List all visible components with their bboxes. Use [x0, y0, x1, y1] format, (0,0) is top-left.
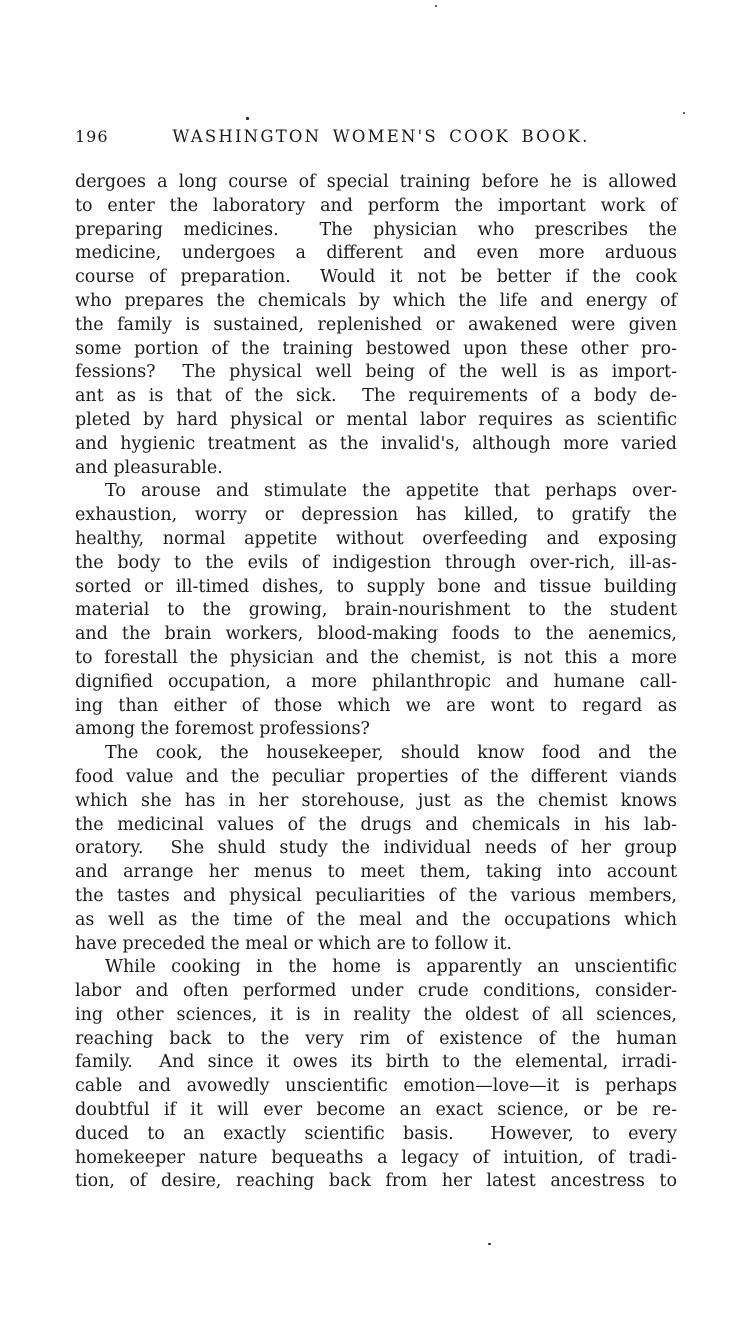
text-line: the body to the evils of indigestion through over-rich, ill-as-	[75, 552, 677, 573]
text-line: To arouse and stimulate the appetite that perhaps over-	[105, 481, 677, 502]
scan-speck	[683, 112, 685, 114]
text-line: pleted by hard physical or mental labor requires as scientific	[75, 409, 677, 430]
text-line: labor and often performed under crude conditions, consider-	[75, 981, 677, 1002]
text-line: sorted or ill-timed dishes, to supply bone and tissue building	[75, 576, 677, 597]
text-line: duced to an exactly scientific basis. However, to every	[75, 1123, 677, 1144]
text-line: tion, of desire, reaching back from her latest ancestress to	[75, 1171, 677, 1192]
text-line: ing than either of those which we are wont to regard as	[75, 695, 677, 716]
text-line: exhaustion, worry or depression has killed, to gratify the	[75, 505, 677, 526]
text-line: and pleasurable.	[75, 457, 223, 478]
text-line: medicine, undergoes a different and even more arduous	[75, 243, 677, 264]
text-line: ing other sciences, it is in reality the oldest of all sciences,	[75, 1004, 677, 1025]
text-line: While cooking in the home is apparently an unscientific	[105, 957, 677, 978]
text-line: to forestall the physician and the chemist, is not this a more	[75, 647, 677, 668]
text-line: cable and avowedly unscientific emotion—love—it is perhaps	[75, 1076, 677, 1097]
page-number: 196	[75, 127, 109, 146]
text-line: food value and the peculiar properties of the different viands	[75, 766, 677, 787]
scan-speck	[488, 1243, 491, 1245]
text-line: homekeeper nature bequeaths a legacy of intuition, of tradi-	[75, 1147, 677, 1168]
text-line: who prepares the chemicals by which the life and energy of	[75, 290, 677, 311]
text-line: and the brain workers, blood-making foods to the aenemics,	[75, 624, 677, 645]
scan-speck	[246, 117, 249, 120]
text-line: course of preparation. Would it not be better if the cook	[75, 267, 677, 288]
text-line: dignified occupation, a more philanthropic and humane call-	[75, 671, 677, 692]
text-line: which she has in her storehouse, just as the chemist knows	[75, 790, 677, 811]
text-line: preparing medicines. The physician who prescribes the	[75, 219, 677, 240]
text-line: ant as is that of the sick. The requirements of a body de-	[75, 386, 677, 407]
text-line: have preceded the meal or which are to follow it.	[75, 933, 512, 954]
text-line: reaching back to the very rim of existence of the human	[75, 1028, 677, 1049]
text-line: fessions? The physical well being of the well is as import-	[75, 362, 677, 383]
text-line: the tastes and physical peculiarities of the various members,	[75, 885, 677, 906]
text-line: material to the growing, brain-nourishment to the student	[75, 600, 677, 621]
text-line: oratory. She shuld study the individual needs of her group	[75, 838, 677, 859]
text-line: family. And since it owes its birth to the elemental, irradi-	[75, 1052, 677, 1073]
text-line: healthy, normal appetite without overfeeding and exposing	[75, 528, 677, 549]
text-line: to enter the laboratory and perform the important work of	[75, 195, 677, 216]
page-header	[75, 127, 677, 146]
text-line: The cook, the housekeeper, should know food and the	[105, 743, 677, 764]
text-line: the family is sustained, replenished or awakened were given	[75, 314, 677, 335]
text-line: some portion of the training bestowed upon these other pro-	[75, 338, 677, 359]
text-line: and arrange her menus to meet them, taking into account	[75, 862, 677, 883]
text-line: doubtful if it will ever become an exact science, or be re-	[75, 1100, 677, 1121]
text-line: dergoes a long course of special training before he is allowed	[75, 172, 677, 192]
text-block	[75, 171, 677, 1194]
running-head: WASHINGTON WOMEN'S COOK BOOK.	[172, 127, 590, 146]
text-line: among the foremost professions?	[75, 719, 370, 740]
text-line: the medicinal values of the drugs and chemicals in his lab-	[75, 814, 677, 835]
scan-speck	[435, 5, 437, 7]
text-line: and hygienic treatment as the invalid's, although more varied	[75, 433, 677, 454]
text-line: as well as the time of the meal and the occupations which	[75, 909, 677, 930]
